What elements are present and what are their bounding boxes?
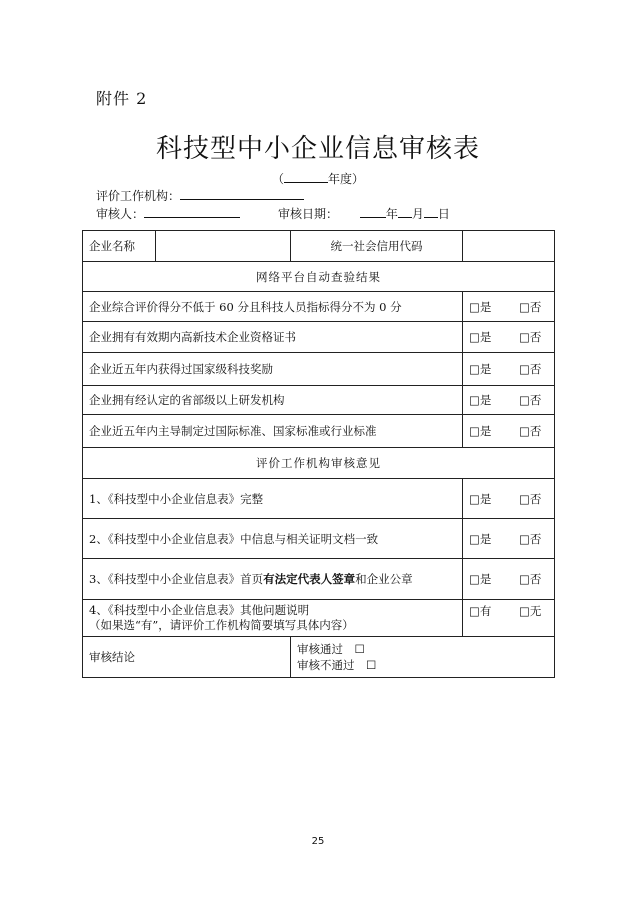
company-row <box>83 231 555 262</box>
review-date-line <box>278 205 450 222</box>
yes-no-options <box>463 353 555 386</box>
review-row <box>83 600 555 637</box>
review-4-line2: （如果选“有”，请评价工作机构简要填写具体内容） <box>89 618 354 632</box>
yes-no-options <box>463 292 555 322</box>
check-item-text: 企业拥有经认定的省部级以上研发机构 <box>83 386 463 415</box>
no-checkbox[interactable]: □否 <box>519 572 542 586</box>
year-suffix: 年度） <box>328 172 365 186</box>
yes-checkbox[interactable]: □是 <box>469 424 492 438</box>
yes-checkbox[interactable]: □是 <box>469 393 492 407</box>
conclusion-fail-option[interactable]: 审核不通过 ☐ <box>297 658 377 672</box>
date-month: 月 <box>411 207 424 221</box>
yes-no-options <box>463 322 555 353</box>
yes-checkbox[interactable]: □是 <box>469 362 492 376</box>
check-item-text: 企业近五年内获得过国家级科技奖励 <box>83 353 463 386</box>
section-heading-agency-review: 评价工作机构审核意见 <box>83 448 555 479</box>
date-day: 日 <box>437 207 450 221</box>
section-heading-row <box>83 262 555 292</box>
yes-no-options <box>463 519 555 559</box>
agency-label: 评价工作机构： <box>96 189 181 203</box>
yes-no-options <box>463 415 555 448</box>
section-heading-auto-check: 网络平台自动查验结果 <box>83 262 555 292</box>
no-checkbox[interactable]: □否 <box>519 424 542 438</box>
check-row <box>83 415 555 448</box>
review-form-table <box>82 230 555 678</box>
review-item-text <box>83 600 463 637</box>
check-row <box>83 386 555 415</box>
reviewer-line <box>96 205 240 222</box>
review-row <box>83 559 555 600</box>
date-day-blank[interactable] <box>424 206 438 218</box>
review-item-text: 1、《科技型中小企业信息表》完整 <box>83 479 463 519</box>
page-number: 25 <box>311 836 325 847</box>
check-item-text: 企业综合评价得分不低于 60 分且科技人员指标得分不为 0 分 <box>83 292 463 322</box>
check-row <box>83 353 555 386</box>
yes-checkbox[interactable]: □是 <box>469 299 492 314</box>
review-3-post: 和企业公章 <box>355 572 413 586</box>
yes-no-options <box>463 479 555 519</box>
check-item-text: 企业拥有有效期内高新技术企业资格证书 <box>83 322 463 353</box>
attachment-label: 附件 2 <box>96 89 148 108</box>
no-checkbox[interactable]: □否 <box>519 330 542 344</box>
review-row <box>83 519 555 559</box>
yes-no-options <box>463 559 555 600</box>
check-row <box>83 322 555 353</box>
check-row <box>83 292 555 322</box>
credit-code-label: 统一社会信用代码 <box>291 231 463 262</box>
agency-line <box>96 187 304 204</box>
company-name-cell[interactable] <box>156 231 291 262</box>
has-checkbox[interactable]: □有 <box>469 604 492 618</box>
no-checkbox[interactable]: □否 <box>519 531 542 546</box>
no-checkbox[interactable]: □否 <box>519 491 542 506</box>
review-3-bold: 有法定代表人签章 <box>263 572 356 586</box>
no-checkbox[interactable]: □否 <box>519 362 542 376</box>
date-year: 年 <box>385 207 398 221</box>
review-row <box>83 479 555 519</box>
credit-code-cell[interactable] <box>463 231 555 262</box>
none-checkbox[interactable]: □无 <box>519 604 542 618</box>
yes-checkbox[interactable]: □是 <box>469 572 492 586</box>
form-title: 科技型中小企业信息审核表 <box>155 134 480 164</box>
no-checkbox[interactable]: □否 <box>519 393 542 407</box>
reviewer-label: 审核人： <box>96 207 145 221</box>
yes-no-options <box>463 386 555 415</box>
conclusion-options <box>291 637 555 678</box>
conclusion-row <box>83 637 555 678</box>
review-item-text: 2、《科技型中小企业信息表》中信息与相关证明文档一致 <box>83 519 463 559</box>
check-item-text: 企业近五年内主导制定过国际标准、国家标准或行业标准 <box>83 415 463 448</box>
yes-checkbox[interactable]: □是 <box>469 531 492 546</box>
company-name-label: 企业名称 <box>83 231 156 262</box>
year-line <box>0 170 636 187</box>
conclusion-pass-option[interactable]: 审核通过 ☐ <box>297 642 365 656</box>
date-year-blank[interactable] <box>360 206 386 218</box>
year-open: （ <box>271 172 284 186</box>
date-label: 审核日期： <box>278 207 339 221</box>
agency-blank[interactable] <box>180 188 304 200</box>
conclusion-label: 审核结论 <box>83 637 291 678</box>
yes-checkbox[interactable]: □是 <box>469 330 492 344</box>
review-item-text <box>83 559 463 600</box>
year-blank[interactable] <box>284 171 328 183</box>
yes-checkbox[interactable]: □是 <box>469 491 492 506</box>
review-4-line1: 4、《科技型中小企业信息表》其他问题说明 <box>89 603 310 617</box>
date-month-blank[interactable] <box>398 206 412 218</box>
section-heading-row <box>83 448 555 479</box>
reviewer-blank[interactable] <box>144 206 240 218</box>
has-none-options <box>463 600 555 637</box>
review-3-pre: 3、《科技型中小企业信息表》首页 <box>89 572 264 586</box>
no-checkbox[interactable]: □否 <box>519 299 542 314</box>
